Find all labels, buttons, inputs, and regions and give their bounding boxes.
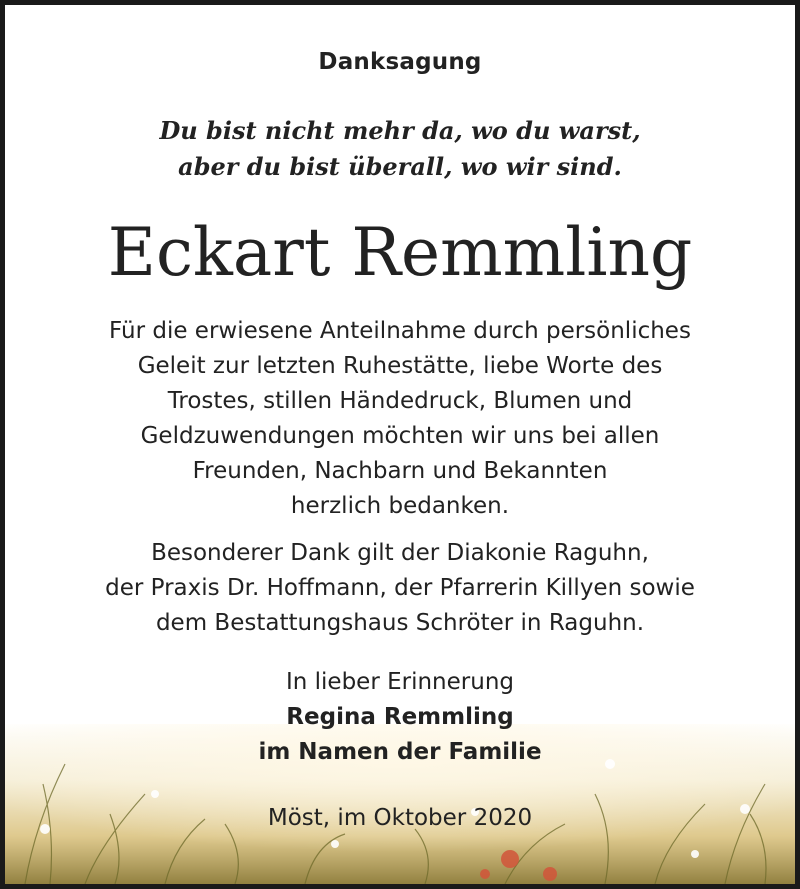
thanks-line: Geleit zur letzten Ruhestätte, liebe Worte des — [137, 353, 663, 379]
thanks-line: Freunden, Nachbarn und Bekannten — [192, 458, 608, 484]
thanks-line: Trostes, stillen Händedruck, Blumen und — [167, 388, 633, 414]
motto-line: aber du bist überall, wo wir sind. — [178, 152, 622, 181]
thanks-paragraph — [5, 314, 795, 524]
thanks-line: Für die erwiesene Anteilnahme durch persönliches — [109, 318, 691, 344]
closing-line: In lieber Erinnerung — [285, 669, 514, 695]
signatory-name: Regina Remmling — [286, 704, 514, 730]
thanks-line: herzlich bedanken. — [290, 493, 510, 519]
special-thanks-paragraph — [5, 536, 795, 641]
place-date: Möst, im Oktober 2020 — [267, 805, 533, 831]
deceased-name: Eckart Remmling — [107, 214, 693, 291]
signatory-family: im Namen der Familie — [258, 739, 542, 765]
motto-line: Du bist nicht mehr da, wo du warst, — [159, 116, 641, 145]
special-thanks-line: der Praxis Dr. Hoffmann, der Pfarrerin Killyen sowie — [105, 575, 695, 601]
special-thanks-line: dem Bestattungshaus Schröter in Raguhn. — [155, 610, 645, 636]
heading: Danksagung — [318, 49, 482, 75]
thanks-line: Geldzuwendungen möchten wir uns bei allen — [140, 423, 660, 449]
closing-signature — [5, 665, 795, 770]
special-thanks-line: Besonderer Dank gilt der Diakonie Raguhn, — [151, 540, 649, 566]
motto-quote — [5, 113, 795, 185]
